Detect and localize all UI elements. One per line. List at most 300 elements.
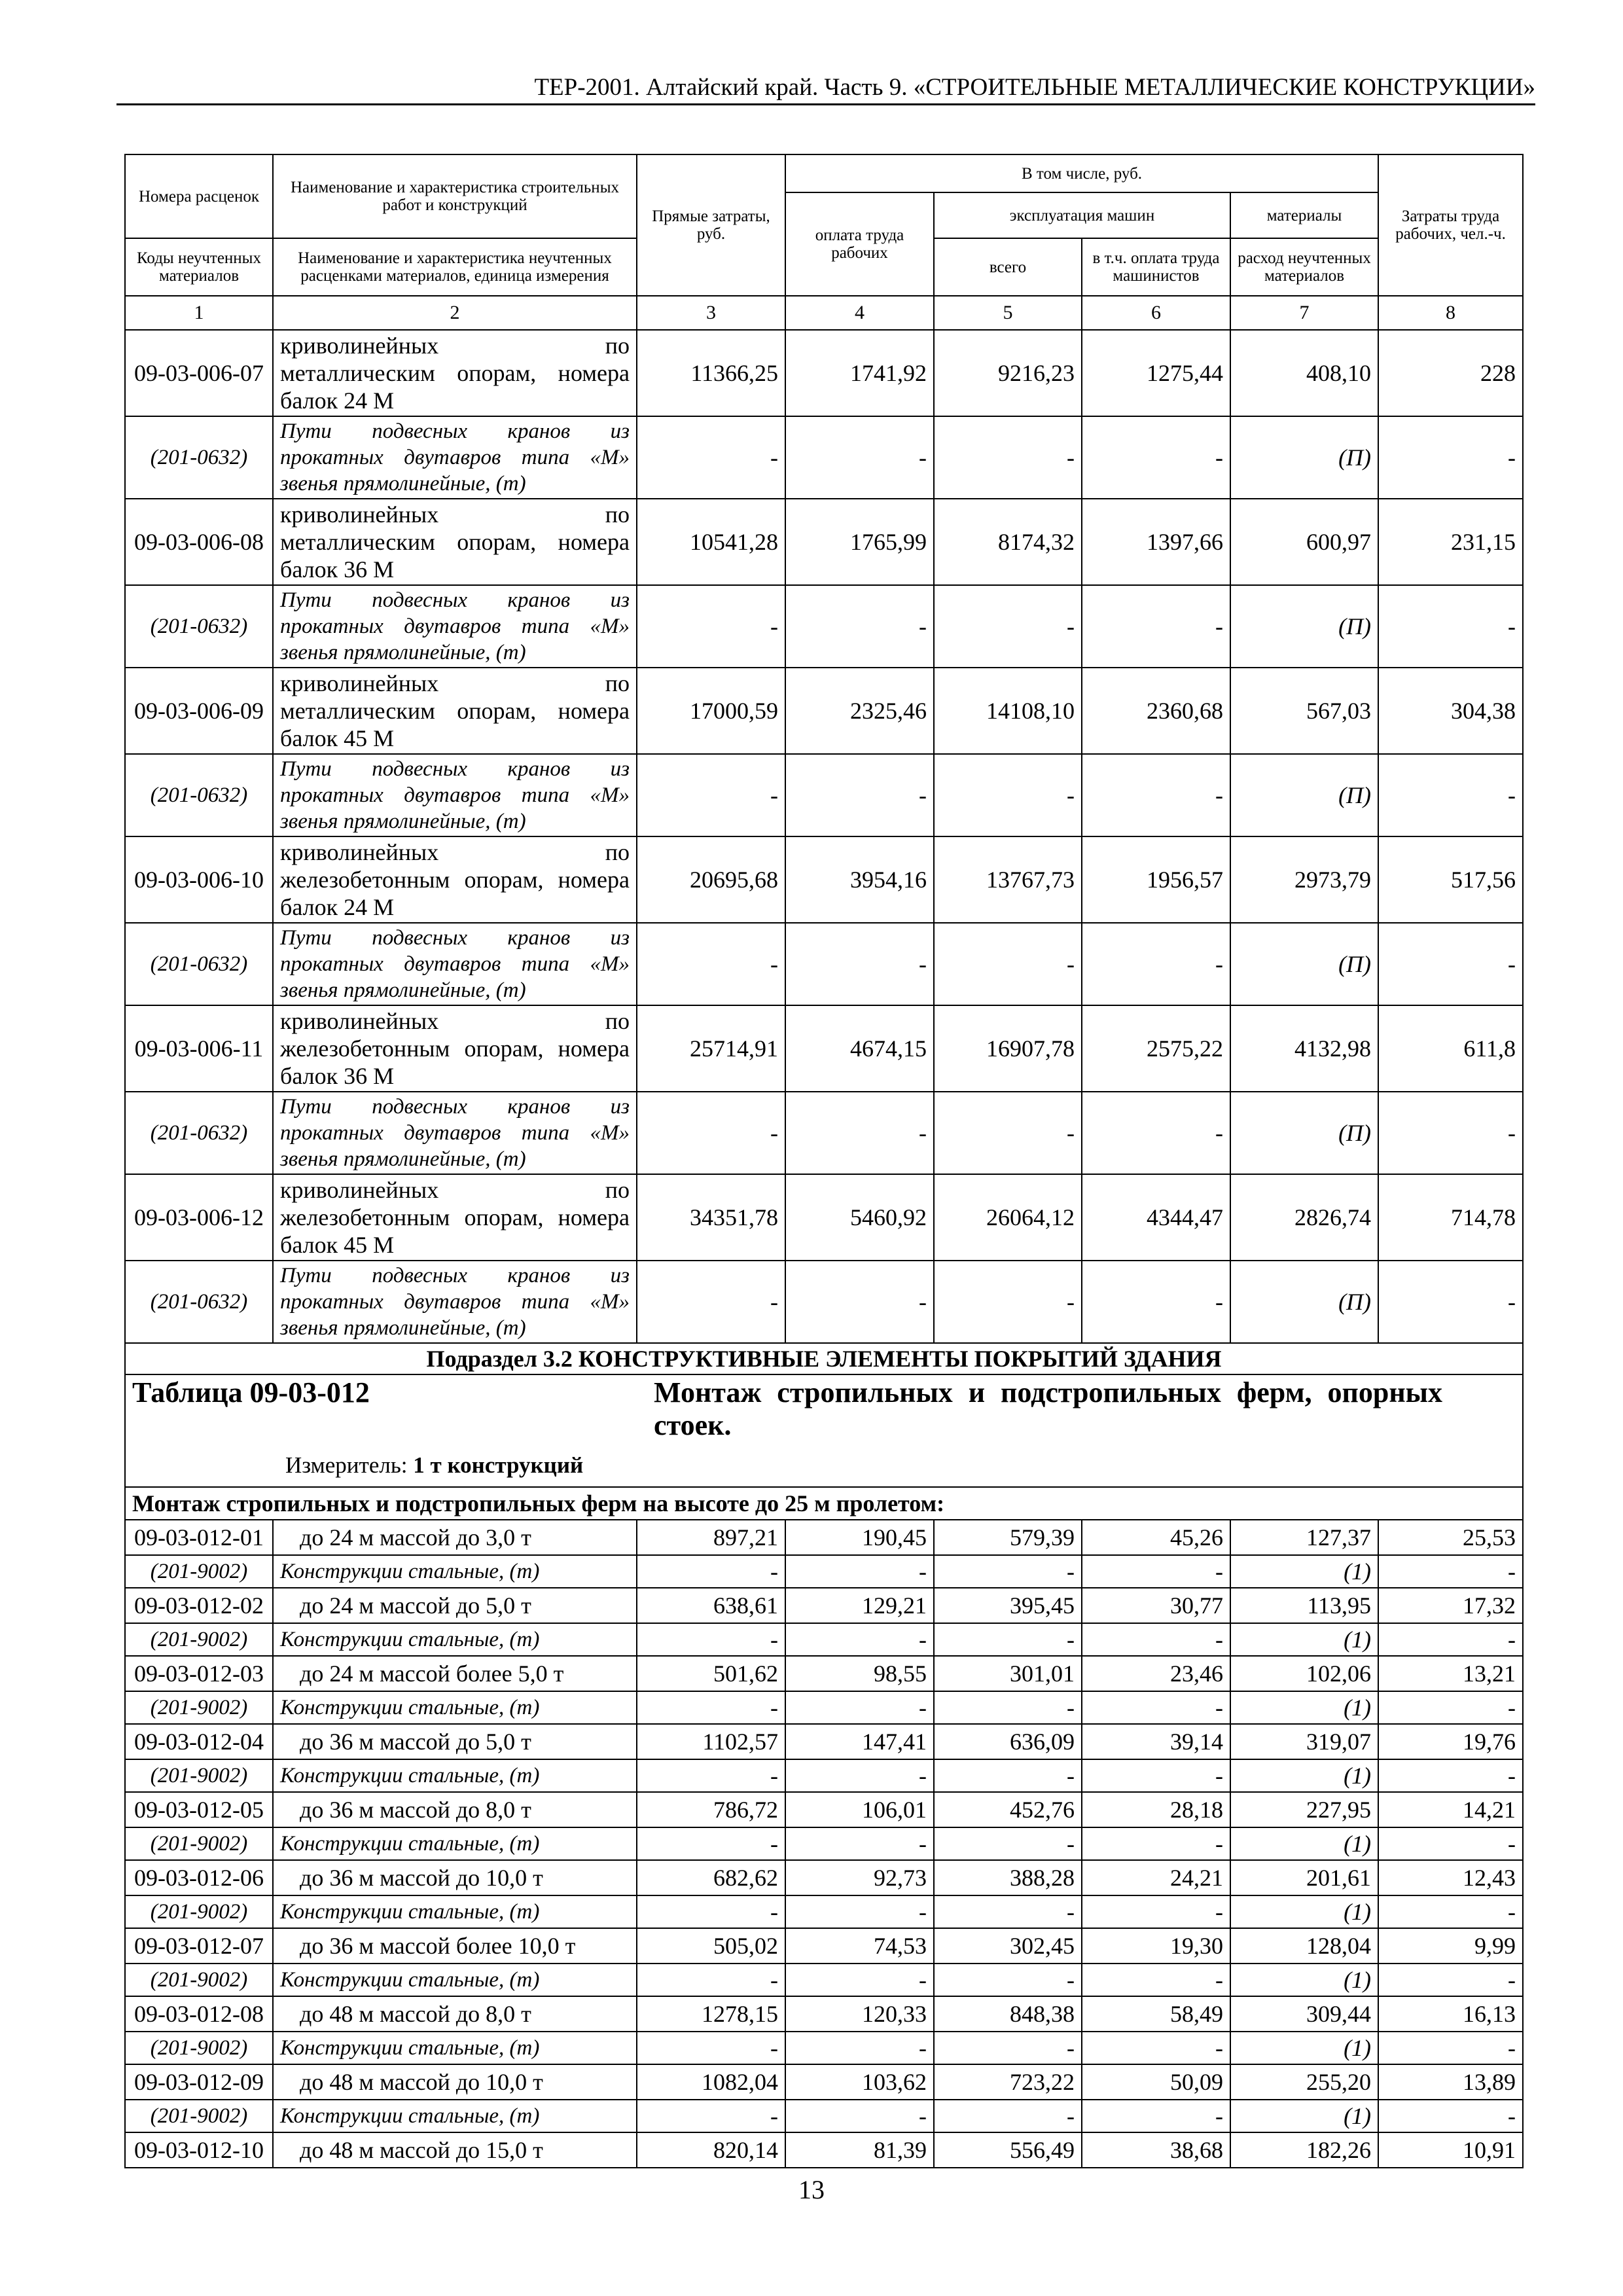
material-usage: (1) xyxy=(1230,1691,1378,1724)
header-material-codes: Коды неучтенных материалов xyxy=(125,238,273,296)
rate-row xyxy=(125,1588,1523,1623)
material-dash: - xyxy=(1378,1895,1523,1928)
rate-value: 50,09 xyxy=(1082,2064,1230,2100)
rate-value: 120,33 xyxy=(785,1996,934,2032)
material-code: (201-9002) xyxy=(125,1691,273,1724)
rate-value: 9,99 xyxy=(1378,1928,1523,1964)
rate-value: 45,26 xyxy=(1082,1520,1230,1555)
rate-value: 17,32 xyxy=(1378,1588,1523,1623)
material-dash: - xyxy=(1082,1759,1230,1792)
rate-value: 128,04 xyxy=(1230,1928,1378,1964)
material-description: Пути подвесных кранов из прокатных двутавров типа «М» звенья прямолинейные, (т) xyxy=(273,1092,637,1174)
material-code: (201-9002) xyxy=(125,1827,273,1860)
rate-value: 20695,68 xyxy=(637,836,785,923)
rate-description: до 36 м массой более 10,0 т xyxy=(273,1928,637,1964)
rate-description: криволинейных по железобетонным опорам, номера балок 36 М xyxy=(273,1005,637,1092)
material-dash: - xyxy=(934,1827,1082,1860)
rate-value: 2826,74 xyxy=(1230,1174,1378,1261)
rate-code: 09-03-012-08 xyxy=(125,1996,273,2032)
rate-value: 556,49 xyxy=(934,2132,1082,2168)
rate-value: 309,44 xyxy=(1230,1996,1378,2032)
material-dash: - xyxy=(785,1827,934,1860)
rate-value: 5460,92 xyxy=(785,1174,934,1261)
rate-value: 395,45 xyxy=(934,1588,1082,1623)
rate-value: 2973,79 xyxy=(1230,836,1378,923)
material-dash: - xyxy=(785,1759,934,1792)
column-number: 2 xyxy=(273,296,637,330)
rate-code: 09-03-006-12 xyxy=(125,1174,273,1261)
rate-value: 600,97 xyxy=(1230,499,1378,585)
rate-value: 34351,78 xyxy=(637,1174,785,1261)
rates-table xyxy=(124,154,1524,2168)
material-usage: (1) xyxy=(1230,1555,1378,1588)
header-labor-costs: Затраты труда рабочих, чел.-ч. xyxy=(1378,154,1523,296)
rate-row xyxy=(125,668,1523,754)
rate-value: 81,39 xyxy=(785,2132,934,2168)
material-row xyxy=(125,1555,1523,1588)
header-materials: материалы xyxy=(1230,192,1378,238)
rate-value: 182,26 xyxy=(1230,2132,1378,2168)
rate-value: 30,77 xyxy=(1082,1588,1230,1623)
rate-value: 14108,10 xyxy=(934,668,1082,754)
rate-value: 13767,73 xyxy=(934,836,1082,923)
rate-value: 302,45 xyxy=(934,1928,1082,1964)
rate-row xyxy=(125,1174,1523,1261)
rate-value: 682,62 xyxy=(637,1860,785,1895)
header-including: В том числе, руб. xyxy=(785,154,1378,192)
material-dash: - xyxy=(785,923,934,1005)
material-dash: - xyxy=(1378,754,1523,836)
material-dash: - xyxy=(637,1555,785,1588)
material-dash: - xyxy=(934,1623,1082,1656)
material-dash: - xyxy=(934,923,1082,1005)
rate-value: 19,30 xyxy=(1082,1928,1230,1964)
material-row xyxy=(125,416,1523,499)
rate-value: 127,37 xyxy=(1230,1520,1378,1555)
material-usage: (1) xyxy=(1230,1623,1378,1656)
material-code: (201-0632) xyxy=(125,1092,273,1174)
rate-value: 129,21 xyxy=(785,1588,934,1623)
rate-value: 4132,98 xyxy=(1230,1005,1378,1092)
material-dash: - xyxy=(1082,754,1230,836)
rate-description: до 48 м массой до 8,0 т xyxy=(273,1996,637,2032)
rate-description: криволинейных по металлическим опорам, номера балок 24 М xyxy=(273,330,637,416)
material-row xyxy=(125,585,1523,668)
material-usage: (1) xyxy=(1230,1964,1378,1996)
table-title-block xyxy=(126,1375,1522,1486)
column-number: 8 xyxy=(1378,296,1523,330)
material-description: Конструкции стальные, (т) xyxy=(273,2100,637,2132)
rate-value: 452,76 xyxy=(934,1792,1082,1827)
group-row xyxy=(125,1487,1523,1520)
material-dash: - xyxy=(785,1964,934,1996)
rate-value: 714,78 xyxy=(1378,1174,1523,1261)
material-usage: (1) xyxy=(1230,2032,1378,2064)
rate-row xyxy=(125,2064,1523,2100)
material-dash: - xyxy=(637,754,785,836)
table-title-cell xyxy=(125,1374,1523,1487)
material-dash: - xyxy=(1082,1895,1230,1928)
material-code: (201-0632) xyxy=(125,754,273,836)
rate-value: 58,49 xyxy=(1082,1996,1230,2032)
material-dash: - xyxy=(934,1261,1082,1343)
material-dash: - xyxy=(934,585,1082,668)
rate-value: 319,07 xyxy=(1230,1724,1378,1759)
rate-value: 2325,46 xyxy=(785,668,934,754)
rate-value: 8174,32 xyxy=(934,499,1082,585)
material-dash: - xyxy=(1378,1092,1523,1174)
material-dash: - xyxy=(637,1827,785,1860)
group-title: Монтаж стропильных и подстропильных ферм на высоте до 25 м пролетом: xyxy=(125,1487,1523,1520)
material-usage: (1) xyxy=(1230,2100,1378,2132)
rate-row xyxy=(125,2132,1523,2168)
rate-value: 4674,15 xyxy=(785,1005,934,1092)
column-number: 4 xyxy=(785,296,934,330)
material-dash: - xyxy=(637,1261,785,1343)
rate-value: 28,18 xyxy=(1082,1792,1230,1827)
rate-code: 09-03-006-10 xyxy=(125,836,273,923)
material-dash: - xyxy=(637,416,785,499)
column-number: 1 xyxy=(125,296,273,330)
rate-code: 09-03-012-07 xyxy=(125,1928,273,1964)
rate-value: 103,62 xyxy=(785,2064,934,2100)
measure-unit xyxy=(285,1452,583,1479)
material-description: Пути подвесных кранов из прокатных двутавров типа «М» звенья прямолинейные, (т) xyxy=(273,923,637,1005)
header-machines-total: всего xyxy=(934,238,1082,296)
material-description: Пути подвесных кранов из прокатных двутавров типа «М» звенья прямолинейные, (т) xyxy=(273,416,637,499)
material-row xyxy=(125,923,1523,1005)
rate-value: 1397,66 xyxy=(1082,499,1230,585)
table-title-row xyxy=(125,1374,1523,1487)
material-description: Конструкции стальные, (т) xyxy=(273,1691,637,1724)
material-dash: - xyxy=(785,1623,934,1656)
material-dash: - xyxy=(637,585,785,668)
rate-row xyxy=(125,1928,1523,1964)
column-number: 3 xyxy=(637,296,785,330)
rate-value: 1741,92 xyxy=(785,330,934,416)
material-usage: (П) xyxy=(1230,1261,1378,1343)
rate-row xyxy=(125,836,1523,923)
rate-value: 1275,44 xyxy=(1082,330,1230,416)
material-usage: (П) xyxy=(1230,585,1378,668)
measure-unit-label: Измеритель: xyxy=(285,1452,414,1478)
material-row xyxy=(125,1691,1523,1724)
material-code: (201-9002) xyxy=(125,2032,273,2064)
material-description: Конструкции стальные, (т) xyxy=(273,1964,637,1996)
rate-value: 1765,99 xyxy=(785,499,934,585)
material-dash: - xyxy=(1378,1759,1523,1792)
rate-code: 09-03-012-02 xyxy=(125,1588,273,1623)
material-code: (201-9002) xyxy=(125,1895,273,1928)
rate-description: криволинейных по железобетонным опорам, номера балок 45 М xyxy=(273,1174,637,1261)
material-dash: - xyxy=(1378,1964,1523,1996)
material-dash: - xyxy=(785,585,934,668)
material-row xyxy=(125,2032,1523,2064)
rate-value: 255,20 xyxy=(1230,2064,1378,2100)
material-dash: - xyxy=(934,416,1082,499)
rate-value: 147,41 xyxy=(785,1724,934,1759)
material-dash: - xyxy=(785,1691,934,1724)
material-dash: - xyxy=(785,416,934,499)
material-dash: - xyxy=(785,2100,934,2132)
rate-value: 3954,16 xyxy=(785,836,934,923)
material-code: (201-9002) xyxy=(125,1759,273,1792)
rate-value: 505,02 xyxy=(637,1928,785,1964)
material-dash: - xyxy=(1378,923,1523,1005)
header-materials-usage: расход неучтенных материалов xyxy=(1230,238,1378,296)
material-dash: - xyxy=(934,2032,1082,2064)
rate-description: до 48 м массой до 15,0 т xyxy=(273,2132,637,2168)
material-dash: - xyxy=(637,1691,785,1724)
rate-description: до 24 м массой более 5,0 т xyxy=(273,1656,637,1691)
rate-description: до 36 м массой до 5,0 т xyxy=(273,1724,637,1759)
material-description: Конструкции стальные, (т) xyxy=(273,1555,637,1588)
material-dash: - xyxy=(637,1895,785,1928)
material-usage: (1) xyxy=(1230,1759,1378,1792)
header-wage: оплата труда рабочих xyxy=(785,192,934,296)
measure-unit-value: 1 т конструкций xyxy=(413,1452,584,1478)
rate-row xyxy=(125,1860,1523,1895)
material-row xyxy=(125,1623,1523,1656)
table-title: Монтаж стропильных и подстропильных ферм, опорных стоек. xyxy=(654,1376,1443,1441)
rate-code: 09-03-012-03 xyxy=(125,1656,273,1691)
rate-description: до 36 м массой до 10,0 т xyxy=(273,1860,637,1895)
rate-value: 638,61 xyxy=(637,1588,785,1623)
material-dash: - xyxy=(1378,1261,1523,1343)
rate-value: 231,15 xyxy=(1378,499,1523,585)
rate-value: 24,21 xyxy=(1082,1860,1230,1895)
rate-code: 09-03-012-04 xyxy=(125,1724,273,1759)
rate-value: 17000,59 xyxy=(637,668,785,754)
material-usage: (П) xyxy=(1230,754,1378,836)
material-usage: (1) xyxy=(1230,1895,1378,1928)
page-header: ТЕР-2001. Алтайский край. Часть 9. «СТРОИТЕЛЬНЫЕ МЕТАЛЛИЧЕСКИЕ КОНСТРУКЦИИ» xyxy=(534,74,1535,101)
material-dash: - xyxy=(637,1092,785,1174)
material-dash: - xyxy=(1082,416,1230,499)
rate-value: 74,53 xyxy=(785,1928,934,1964)
material-description: Конструкции стальные, (т) xyxy=(273,1623,637,1656)
rate-value: 723,22 xyxy=(934,2064,1082,2100)
rate-value: 227,95 xyxy=(1230,1792,1378,1827)
rate-value: 611,8 xyxy=(1378,1005,1523,1092)
material-dash: - xyxy=(785,1261,934,1343)
rate-value: 13,21 xyxy=(1378,1656,1523,1691)
rate-value: 848,38 xyxy=(934,1996,1082,2032)
rate-description: до 24 м массой до 3,0 т xyxy=(273,1520,637,1555)
rate-value: 9216,23 xyxy=(934,330,1082,416)
material-dash: - xyxy=(934,754,1082,836)
material-dash: - xyxy=(934,1759,1082,1792)
material-code: (201-0632) xyxy=(125,1261,273,1343)
rate-value: 19,76 xyxy=(1378,1724,1523,1759)
rate-value: 25714,91 xyxy=(637,1005,785,1092)
material-row xyxy=(125,754,1523,836)
material-dash: - xyxy=(637,1623,785,1656)
rate-row xyxy=(125,1005,1523,1092)
material-code: (201-9002) xyxy=(125,1964,273,1996)
rate-code: 09-03-006-09 xyxy=(125,668,273,754)
material-dash: - xyxy=(1082,1092,1230,1174)
material-code: (201-0632) xyxy=(125,585,273,668)
rate-value: 567,03 xyxy=(1230,668,1378,754)
rate-value: 1956,57 xyxy=(1082,836,1230,923)
rate-value: 897,21 xyxy=(637,1520,785,1555)
rate-value: 408,10 xyxy=(1230,330,1378,416)
material-description: Пути подвесных кранов из прокатных двутавров типа «М» звенья прямолинейные, (т) xyxy=(273,1261,637,1343)
rate-code: 09-03-012-01 xyxy=(125,1520,273,1555)
material-row xyxy=(125,1895,1523,1928)
table-label: Таблица 09-03-012 xyxy=(132,1376,370,1408)
rate-value: 636,09 xyxy=(934,1724,1082,1759)
rate-value: 820,14 xyxy=(637,2132,785,2168)
material-dash: - xyxy=(1082,2100,1230,2132)
rate-value: 25,53 xyxy=(1378,1520,1523,1555)
rate-code: 09-03-012-05 xyxy=(125,1792,273,1827)
material-dash: - xyxy=(1082,1623,1230,1656)
material-usage: (1) xyxy=(1230,1827,1378,1860)
rate-row xyxy=(125,330,1523,416)
rate-value: 92,73 xyxy=(785,1860,934,1895)
rate-value: 39,14 xyxy=(1082,1724,1230,1759)
rate-row xyxy=(125,1520,1523,1555)
column-number: 7 xyxy=(1230,296,1378,330)
rate-code: 09-03-012-10 xyxy=(125,2132,273,2168)
rate-value: 1102,57 xyxy=(637,1724,785,1759)
material-dash: - xyxy=(637,923,785,1005)
column-number: 5 xyxy=(934,296,1082,330)
material-code: (201-0632) xyxy=(125,416,273,499)
rate-value: 786,72 xyxy=(637,1792,785,1827)
rate-value: 201,61 xyxy=(1230,1860,1378,1895)
material-dash: - xyxy=(934,2100,1082,2132)
rate-value: 106,01 xyxy=(785,1792,934,1827)
rate-description: криволинейных по железобетонным опорам, номера балок 24 М xyxy=(273,836,637,923)
rate-value: 98,55 xyxy=(785,1656,934,1691)
material-dash: - xyxy=(1378,1691,1523,1724)
header-work-description: Наименование и характеристика строительных работ и конструкций xyxy=(273,154,637,238)
rate-value: 1278,15 xyxy=(637,1996,785,2032)
material-dash: - xyxy=(1082,1964,1230,1996)
rate-value: 2575,22 xyxy=(1082,1005,1230,1092)
material-row xyxy=(125,1827,1523,1860)
rate-description: криволинейных по металлическим опорам, номера балок 45 М xyxy=(273,668,637,754)
material-description: Конструкции стальные, (т) xyxy=(273,1895,637,1928)
material-usage: (П) xyxy=(1230,923,1378,1005)
header-direct-costs: Прямые затраты, руб. xyxy=(637,154,785,296)
material-dash: - xyxy=(1082,923,1230,1005)
material-dash: - xyxy=(637,1759,785,1792)
rate-value: 16,13 xyxy=(1378,1996,1523,2032)
rate-value: 11366,25 xyxy=(637,330,785,416)
rate-description: до 36 м массой до 8,0 т xyxy=(273,1792,637,1827)
material-usage: (П) xyxy=(1230,416,1378,499)
material-description: Конструкции стальные, (т) xyxy=(273,1759,637,1792)
material-row xyxy=(125,2100,1523,2132)
rate-value: 579,39 xyxy=(934,1520,1082,1555)
rate-value: 2360,68 xyxy=(1082,668,1230,754)
material-dash: - xyxy=(785,2032,934,2064)
material-code: (201-0632) xyxy=(125,923,273,1005)
material-dash: - xyxy=(1082,1827,1230,1860)
rate-value: 4344,47 xyxy=(1082,1174,1230,1261)
rate-value: 102,06 xyxy=(1230,1656,1378,1691)
material-dash: - xyxy=(1082,1691,1230,1724)
material-dash: - xyxy=(1378,1623,1523,1656)
material-dash: - xyxy=(1378,1555,1523,1588)
material-dash: - xyxy=(1378,585,1523,668)
rate-value: 10,91 xyxy=(1378,2132,1523,2168)
rate-description: до 48 м массой до 10,0 т xyxy=(273,2064,637,2100)
rate-code: 09-03-006-11 xyxy=(125,1005,273,1092)
material-dash: - xyxy=(1378,1827,1523,1860)
rate-code: 09-03-006-07 xyxy=(125,330,273,416)
rate-code: 09-03-012-09 xyxy=(125,2064,273,2100)
rate-value: 13,89 xyxy=(1378,2064,1523,2100)
material-dash: - xyxy=(637,2032,785,2064)
rate-value: 26064,12 xyxy=(934,1174,1082,1261)
rate-description: до 24 м массой до 5,0 т xyxy=(273,1588,637,1623)
material-description: Пути подвесных кранов из прокатных двутавров типа «М» звенья прямолинейные, (т) xyxy=(273,754,637,836)
rate-value: 16907,78 xyxy=(934,1005,1082,1092)
material-dash: - xyxy=(1082,1261,1230,1343)
rate-code: 09-03-012-06 xyxy=(125,1860,273,1895)
material-dash: - xyxy=(785,1092,934,1174)
material-dash: - xyxy=(1082,1555,1230,1588)
rate-value: 12,43 xyxy=(1378,1860,1523,1895)
material-dash: - xyxy=(934,1895,1082,1928)
rate-row xyxy=(125,1996,1523,2032)
material-dash: - xyxy=(1378,2032,1523,2064)
material-code: (201-9002) xyxy=(125,1555,273,1588)
material-row xyxy=(125,1759,1523,1792)
material-dash: - xyxy=(1082,2032,1230,2064)
material-usage: (П) xyxy=(1230,1092,1378,1174)
material-code: (201-9002) xyxy=(125,2100,273,2132)
rate-value: 23,46 xyxy=(1082,1656,1230,1691)
rate-value: 190,45 xyxy=(785,1520,934,1555)
material-dash: - xyxy=(1378,416,1523,499)
material-description: Конструкции стальные, (т) xyxy=(273,2032,637,2064)
rate-value: 1082,04 xyxy=(637,2064,785,2100)
rate-description: криволинейных по металлическим опорам, номера балок 36 М xyxy=(273,499,637,585)
page-number: 13 xyxy=(798,2175,825,2204)
material-dash: - xyxy=(637,1964,785,1996)
material-dash: - xyxy=(1082,585,1230,668)
material-dash: - xyxy=(785,1895,934,1928)
material-dash: - xyxy=(934,1691,1082,1724)
column-number: 6 xyxy=(1082,296,1230,330)
header-machines: эксплуатация машин xyxy=(934,192,1230,238)
material-dash: - xyxy=(934,1555,1082,1588)
rate-value: 301,01 xyxy=(934,1656,1082,1691)
material-dash: - xyxy=(934,1092,1082,1174)
rate-value: 501,62 xyxy=(637,1656,785,1691)
rate-code: 09-03-006-08 xyxy=(125,499,273,585)
section-title: Подраздел 3.2 КОНСТРУКТИВНЫЕ ЭЛЕМЕНТЫ ПОКРЫТИЙ ЗДАНИЯ xyxy=(125,1343,1523,1374)
material-code: (201-9002) xyxy=(125,1623,273,1656)
material-dash: - xyxy=(785,1555,934,1588)
rate-value: 113,95 xyxy=(1230,1588,1378,1623)
rate-value: 228 xyxy=(1378,330,1523,416)
rate-row xyxy=(125,1656,1523,1691)
rate-value: 304,38 xyxy=(1378,668,1523,754)
material-dash: - xyxy=(637,2100,785,2132)
rate-value: 38,68 xyxy=(1082,2132,1230,2168)
section-row xyxy=(125,1343,1523,1374)
rate-row xyxy=(125,1792,1523,1827)
material-description: Пути подвесных кранов из прокатных двутавров типа «М» звенья прямолинейные, (т) xyxy=(273,585,637,668)
header-machinist-wage: в т.ч. оплата труда машинистов xyxy=(1082,238,1230,296)
